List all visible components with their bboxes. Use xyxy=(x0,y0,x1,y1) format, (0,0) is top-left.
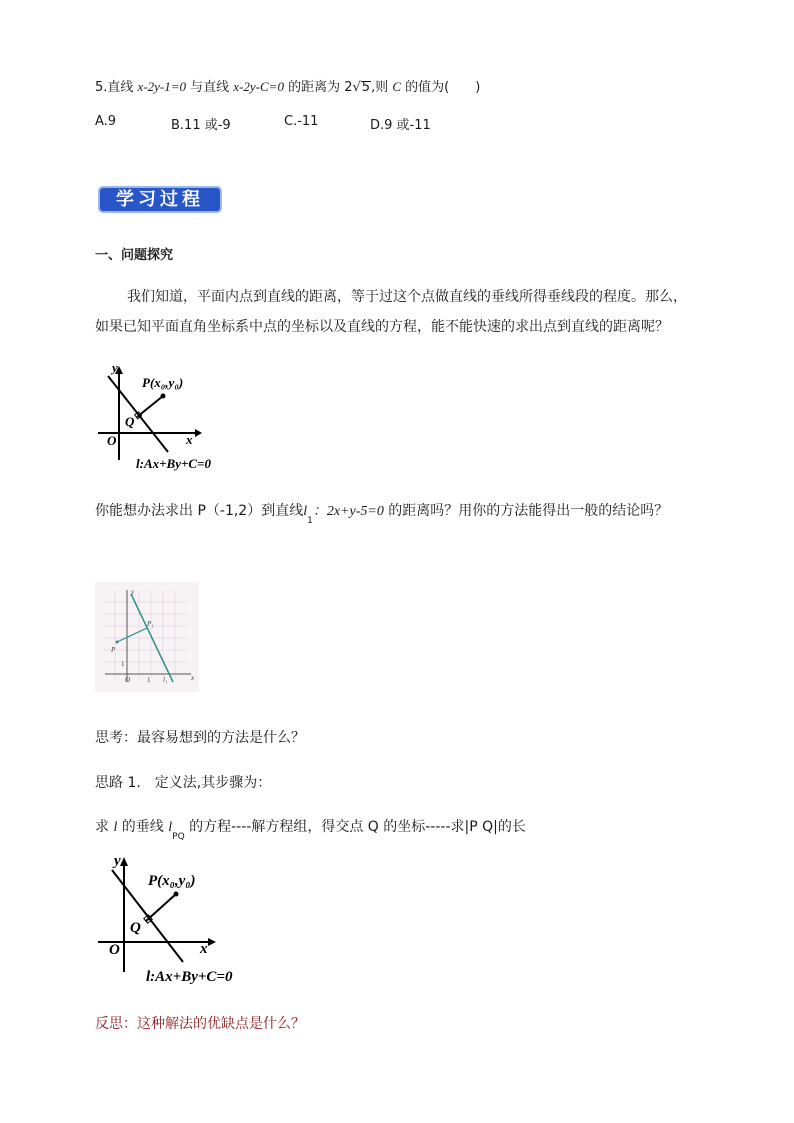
option-d: D.9 或-11 xyxy=(370,118,431,133)
q-label-2: Q xyxy=(130,920,141,936)
steps-l: l xyxy=(113,820,118,835)
intro-paragraph xyxy=(95,282,705,342)
grid-p-label: P xyxy=(111,646,116,654)
question-eq: ：2x+y-5=0 xyxy=(312,504,384,519)
q5-suffix: ,则 xyxy=(371,80,393,95)
q5-dist: 的距离为 2 xyxy=(283,80,353,95)
point-p xyxy=(161,394,166,399)
question-post: 的距离吗？用你的方法能得出一般的结论吗？ xyxy=(383,503,669,519)
intro-line-2: 如果已知平面直角坐标系中点的坐标以及直线的方程，能不能快速的求出点到直线的距离呢？ xyxy=(95,319,669,335)
line-equation-label: l:Ax+By+C=0 xyxy=(136,456,211,471)
option-b: B.11 或-9 xyxy=(171,118,231,133)
steps-mid: 的垂线 xyxy=(117,819,169,835)
option-c: C.-11 xyxy=(284,114,319,129)
x-label-2: x xyxy=(200,941,208,957)
intro-line-1: 我们知道，平面内点到直线的距离，等于过这个点做直线的垂线所得垂线段的程度。那么， xyxy=(127,289,687,305)
grid-figure xyxy=(95,582,199,692)
grid-l1-label: l₁ xyxy=(163,676,168,684)
q5-eq2: x-2y-C=0 xyxy=(233,79,284,94)
line-equation-label-2: l:Ax+By+C=0 xyxy=(146,969,233,985)
y-label: y xyxy=(112,360,118,375)
sqrt-symbol: √ xyxy=(352,80,361,95)
q5-prefix: 5.直线 xyxy=(95,80,138,95)
distance-diagram-1 xyxy=(90,356,240,476)
q-label: Q xyxy=(125,414,135,429)
x-label: x xyxy=(186,432,193,447)
think-prompt: 思考：最容易想到的方法是什么？ xyxy=(95,730,305,746)
question-line xyxy=(95,500,669,526)
distance-diagram-2 xyxy=(90,848,260,992)
q5-eq1: x-2y-1=0 xyxy=(137,79,187,94)
grid-x-label: x xyxy=(191,674,195,682)
grid-one-x: 1 xyxy=(147,676,151,684)
y-label-2: y xyxy=(114,853,121,869)
question-l: l xyxy=(303,504,308,519)
question-pre: 你能想办法求出 P（-1,2）到直线 xyxy=(95,503,304,519)
perpendicular-segment xyxy=(137,396,163,417)
grid-one-y: 1 xyxy=(121,660,125,668)
steps-line xyxy=(95,816,526,842)
steps-pre: 求 xyxy=(95,819,114,835)
steps-post: 的方程----解方程组，得交点 Q 的坐标-----求|P Q|的长 xyxy=(184,819,526,835)
x-arrow-icon xyxy=(195,429,202,437)
option-a: A.9 xyxy=(95,114,117,129)
q5-end: 的值为( ) xyxy=(401,80,481,95)
section-heading: 一、问题探究 xyxy=(95,248,174,263)
y-arrow-icon-2 xyxy=(120,857,128,866)
q5-radicand: 5 xyxy=(361,80,371,95)
reflect-prompt: 反思：这种解法的优缺点是什么？ xyxy=(95,1016,305,1032)
p-label: P(x₀,y₀) xyxy=(142,375,184,390)
grid-point-p xyxy=(116,641,119,644)
question-l-sub: 1 xyxy=(307,516,313,526)
q5-mid: 与直线 xyxy=(186,80,234,95)
origin-label: O xyxy=(107,433,117,448)
steps-sub: PQ xyxy=(172,832,185,842)
grid-origin-label: O xyxy=(125,676,131,684)
q5-var: C xyxy=(392,79,402,94)
origin-label-2: O xyxy=(109,942,120,958)
p-label-2: P(x₀,y₀) xyxy=(148,873,196,889)
idea-1: 思路 1. 定义法,其步骤为： xyxy=(95,775,272,791)
grid-y-label: y xyxy=(131,588,135,596)
steps-l2: l xyxy=(168,820,173,835)
point-p-2 xyxy=(174,892,179,897)
section-banner: 学习过程 xyxy=(98,186,222,213)
grid-p1-label: P₁ xyxy=(147,620,154,628)
question-5 xyxy=(95,76,480,95)
x-arrow-icon-2 xyxy=(208,938,216,946)
